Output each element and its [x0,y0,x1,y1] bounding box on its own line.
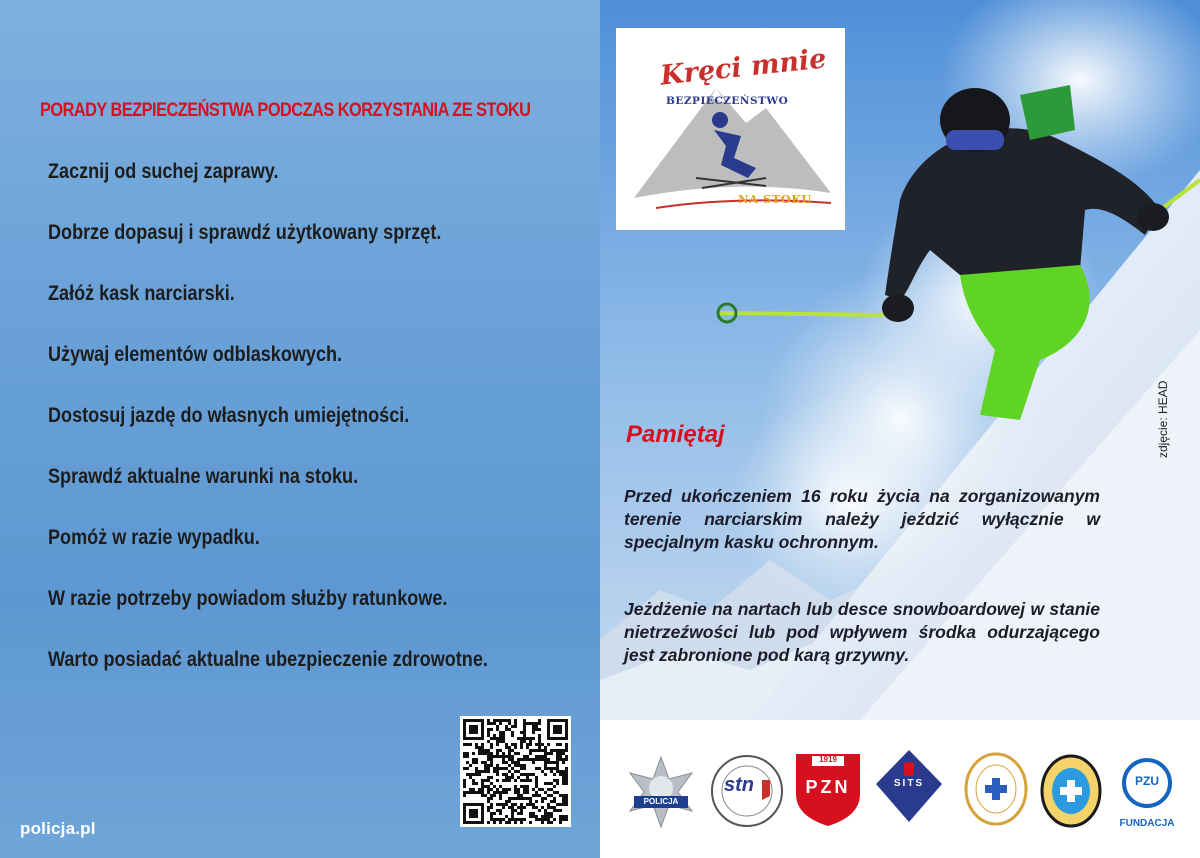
source-credit: policja.pl [20,819,96,838]
partner-logos [600,720,1200,858]
remember-heading: Pamiętaj [626,421,725,448]
tip-item: Warto posiadać aktualne ubezpieczenie zdrowotne. [48,648,488,671]
stn-text: stn [724,774,754,796]
qr-code-icon [460,716,571,827]
photo-credit: zdjęcie: HEAD [1156,380,1170,458]
tip-item: Dobrze dopasuj i sprawdź użytkowany sprzęt. [48,221,442,244]
pzu-fundacja: FUNDACJA [1119,818,1175,829]
gopr-badge-icon [964,752,1028,826]
reminder-panel [600,0,1200,858]
pzn-year: 1919 [819,755,837,764]
tip-item: Dostosuj jazdę do własnych umiejętności. [48,404,410,427]
logo-bottom: NA STOKU [738,192,812,206]
helmet-rule: Przed ukończeniem 16 roku życia na zorganizowanym terenie narciarskim należy jeździć wyłącznie w specjalnym kasku ochronnym. [624,486,1100,552]
qr-code[interactable] [460,716,571,827]
pzu-text: PZU [1135,774,1159,788]
tips-list [48,160,560,709]
tip-item: Pomóż w razie wypadku. [48,526,260,549]
sobriety-rule: Jeżdżenie na nartach lub desce snowboardowej w stanie nietrzeźwości lub pod wpływem środka odurzającego jest zabronione pod karą grzywny. [624,599,1100,665]
pzn-text: PZN [805,777,851,797]
tip-item: Zacznij od suchej zaprawy. [48,160,279,183]
tip-item: Sprawdź aktualne warunki na stoku. [48,465,359,488]
logo-subtitle: BEZPIECZEŃSTWO [666,95,789,107]
topr-badge-icon [1040,754,1102,828]
tip-item: Załóż kask narciarski. [48,282,235,305]
tip-item: Używaj elementów odblaskowych. [48,343,343,366]
tips-heading: PORADY BEZPIECZEŃSTWA PODCZAS KORZYSTANIA ZE STOKU [40,100,531,121]
campaign-logo [616,28,845,230]
logo-title: Kręci mnie [658,43,828,92]
tip-item: W razie potrzeby powiadom służby ratunkowe. [48,587,448,610]
police-star-icon [624,755,698,829]
police-label: POLICJA [643,797,679,806]
sits-text: SITS [893,778,925,789]
